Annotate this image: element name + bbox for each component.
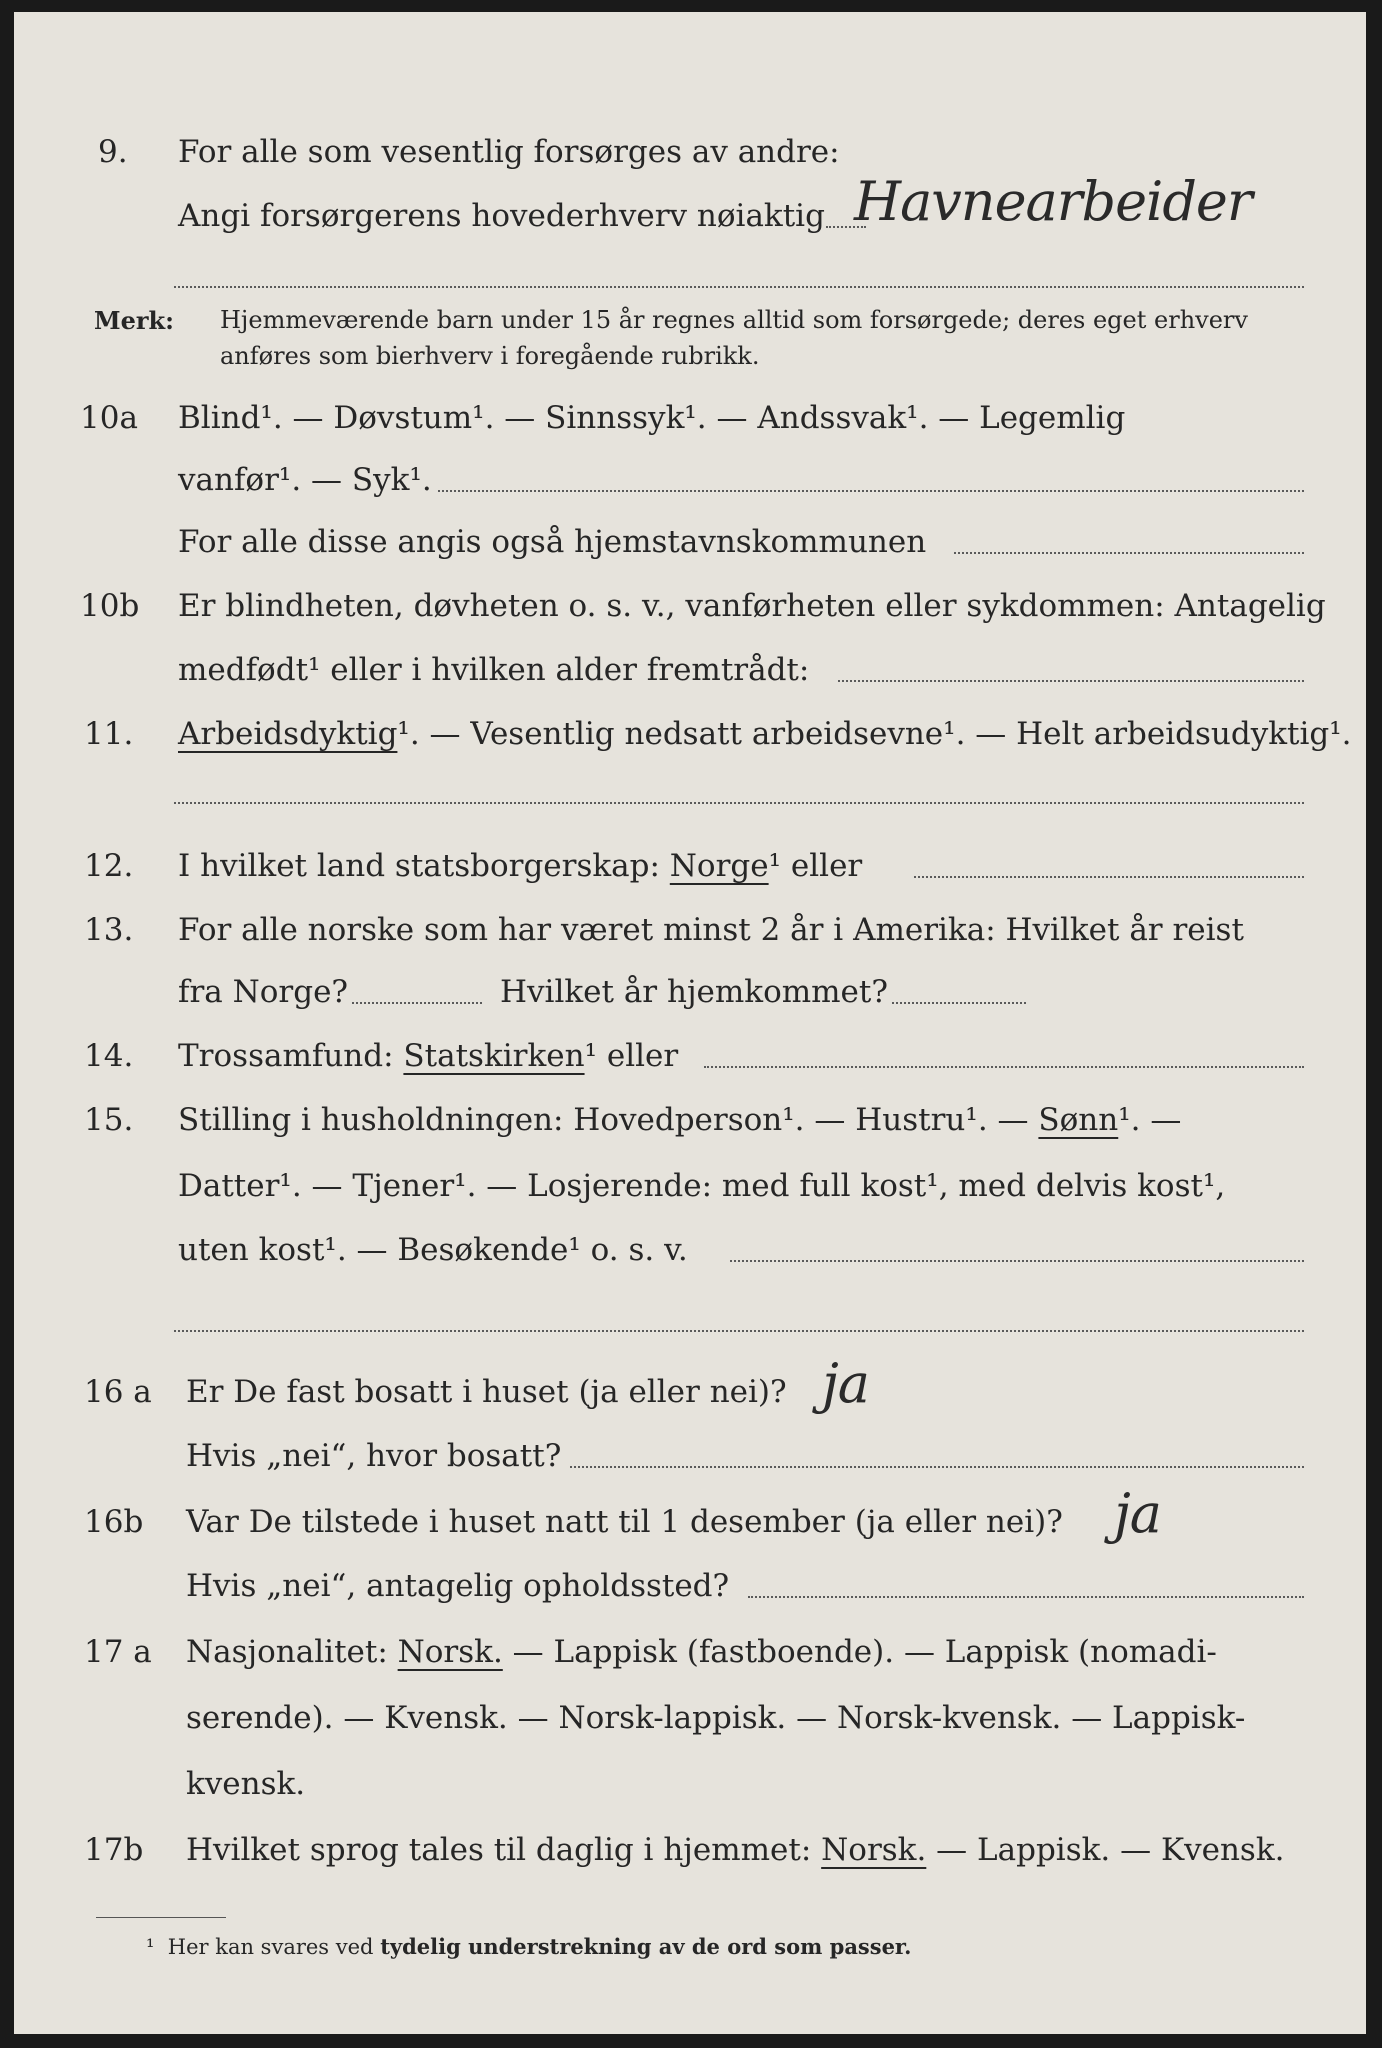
- footnote-text: Her kan svares ved: [167, 1935, 374, 1959]
- q16b-line2: Hvis „nei“, antagelig opholdssted?: [186, 1568, 730, 1604]
- q10b-number: 10b: [80, 588, 140, 624]
- q16a-leader: [570, 1466, 1304, 1468]
- q16a-handwritten-answer: ja: [822, 1352, 869, 1415]
- q16b-line1: Var De tilstede i huset natt til 1 desember (ja eller nei)?: [186, 1504, 1063, 1540]
- q16a-line2: Hvis „nei“, hvor bosatt?: [186, 1438, 562, 1474]
- q13-line1: For alle norske som har været minst 2 år i Amerika: Hvilket år reist: [178, 912, 1244, 948]
- q11-number: 11.: [84, 716, 134, 752]
- q11-selected: Arbeidsdyktig: [178, 716, 398, 752]
- q10b-line1: Er blindheten, døvheten o. s. v., vanførheten eller sykdommen: Antagelig: [178, 588, 1326, 624]
- q13-year-left-leader: [352, 1002, 482, 1004]
- q13-year-returned-leader: [892, 1002, 1026, 1004]
- q17a-selected: Norsk.: [397, 1634, 503, 1670]
- q15-line1b: ¹. —: [1118, 1102, 1182, 1138]
- footnote-bold: tydelig understrekning av de ord som passer.: [380, 1934, 912, 1959]
- q16b-handwritten-answer: ja: [1114, 1482, 1161, 1545]
- q16b-leader: [748, 1596, 1304, 1598]
- q12-selected: Norge: [669, 848, 769, 884]
- q15-line2: Datter¹. — Tjener¹. — Losjerende: med full kost¹, med delvis kost¹,: [178, 1168, 1226, 1204]
- q9-number: 9.: [98, 134, 128, 170]
- q17a-line2: serende). — Kvensk. — Norsk-lappisk. — Norsk-kvensk. — Lappisk-: [186, 1700, 1246, 1736]
- q10a-line2: vanfør¹. — Syk¹.: [178, 462, 432, 498]
- q13-line2b: Hvilket år hjemkommet?: [500, 974, 888, 1010]
- q16b-number: 16b: [84, 1504, 144, 1540]
- q15-selected: Sønn: [1038, 1102, 1119, 1138]
- footnote-rule: [96, 1917, 226, 1918]
- q15-number: 15.: [84, 1102, 134, 1138]
- q11-line: [178, 716, 1352, 752]
- q17b-line: [186, 1832, 1284, 1868]
- footnote: [146, 1934, 911, 1959]
- q15-line1a: Stilling i husholdningen: Hovedperson¹. — Hustru¹. —: [178, 1102, 1029, 1138]
- merk-label: Merk:: [94, 306, 174, 335]
- q9-handwritten-answer: Havnearbeider: [854, 170, 1252, 233]
- q11-continuation-line: [174, 802, 1304, 804]
- q12-leader: [914, 876, 1304, 878]
- q14-suffix: ¹ eller: [584, 1038, 679, 1074]
- q12-prefix: I hvilket land statsborgerskap:: [178, 848, 660, 884]
- q10a-line1: Blind¹. — Døvstum¹. — Sinnssyk¹. — Andssvak¹. — Legemlig: [178, 400, 1126, 436]
- q17a-line1: [186, 1634, 1217, 1670]
- q16a-number: 16 a: [84, 1374, 152, 1410]
- q9-continuation-line: [174, 286, 1304, 288]
- footnote-mark: ¹: [146, 1935, 155, 1959]
- q10b-line2: medfødt¹ eller i hvilken alder fremtrådt:: [178, 652, 810, 688]
- q14-leader: [704, 1066, 1304, 1068]
- q17a-line3: kvensk.: [186, 1766, 306, 1802]
- q10b-leader: [838, 680, 1304, 682]
- q12-suffix: ¹ eller: [768, 848, 863, 884]
- q15-leader: [730, 1260, 1304, 1262]
- census-form-page: [14, 12, 1366, 2034]
- q14-line: [178, 1038, 678, 1074]
- q12-line: [178, 848, 862, 884]
- q10a-line2-leader: [438, 490, 1304, 492]
- q17a-prefix: Nasjonalitet:: [186, 1634, 388, 1670]
- q15-continuation-line: [174, 1330, 1304, 1332]
- q13-number: 13.: [84, 912, 134, 948]
- q17b-selected: Norsk.: [821, 1832, 927, 1868]
- q17b-number: 17b: [84, 1832, 144, 1868]
- q10a-line3-leader: [954, 552, 1304, 554]
- q14-number: 14.: [84, 1038, 134, 1074]
- q15-line1: [178, 1102, 1181, 1138]
- q14-prefix: Trossamfund:: [178, 1038, 394, 1074]
- q17a-line1rest: — Lappisk (fastboende). — Lappisk (nomadi-: [512, 1634, 1217, 1670]
- q10a-number: 10a: [80, 400, 138, 436]
- merk-line2: anføres som bierhverv i foregående rubrikk.: [220, 342, 760, 370]
- q17a-number: 17 a: [84, 1634, 152, 1670]
- q13-line2a: fra Norge?: [178, 974, 349, 1010]
- q10a-line3: For alle disse angis også hjemstavnskommunen: [178, 524, 927, 560]
- q11-rest: ¹. — Vesentlig nedsatt arbeidsevne¹. — Helt arbeidsudyktig¹.: [397, 716, 1352, 752]
- q16a-line1: Er De fast bosatt i huset (ja eller nei)?: [186, 1374, 787, 1410]
- merk-line1: Hjemmeværende barn under 15 år regnes alltid som forsørgede; deres eget erhverv: [220, 306, 1248, 334]
- q15-line3: uten kost¹. — Besøkende¹ o. s. v.: [178, 1232, 688, 1268]
- q12-number: 12.: [84, 848, 134, 884]
- q9-line2: Angi forsørgerens hovederhverv nøiaktig: [178, 198, 825, 234]
- q17b-prefix: Hvilket sprog tales til daglig i hjemmet:: [186, 1832, 812, 1868]
- q17b-rest: — Lappisk. — Kvensk.: [936, 1832, 1285, 1868]
- q14-selected: Statskirken: [403, 1038, 585, 1074]
- q9-line1: For alle som vesentlig forsørges av andre:: [178, 134, 840, 170]
